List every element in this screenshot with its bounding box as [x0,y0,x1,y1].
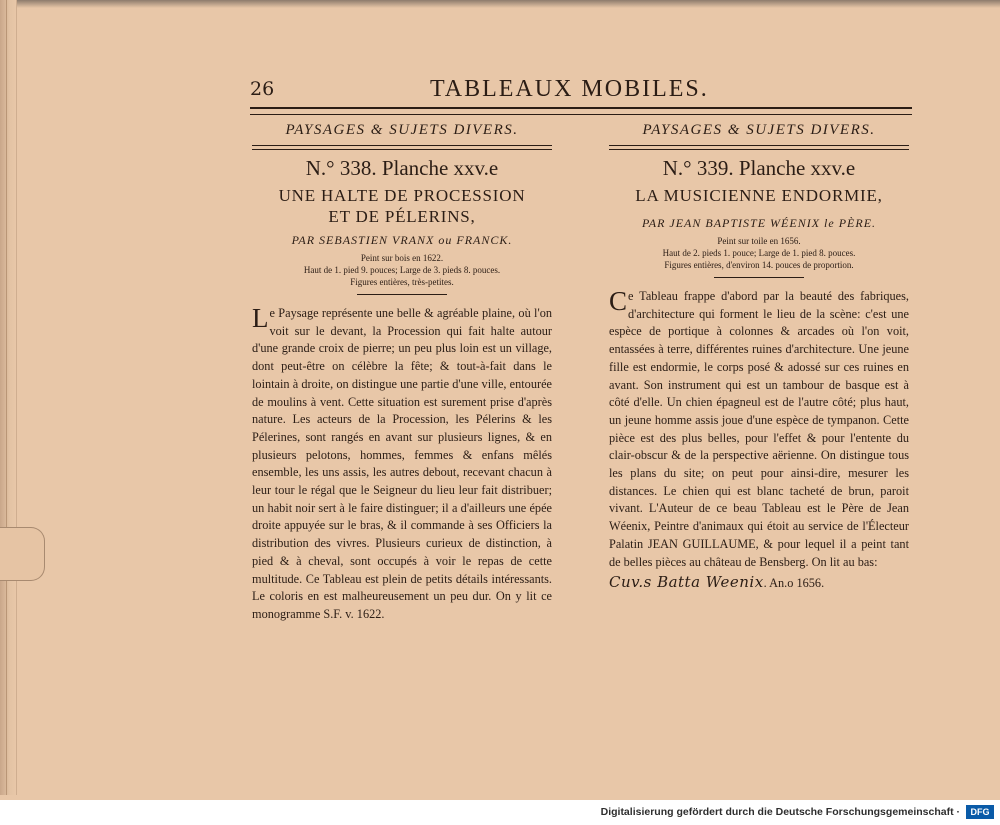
entry-body [252,305,552,624]
body-text: e Tableau frappe d'abord par la beauté des fabriques, d'architecture qui forment le lieu de la scène: c'est une espèce de portique à colonnes & arcades où l'on voit, entassées à terre, différentes ruines d'architecture. Une jeune fille est endormie, le corps posé & adossé sur ces ruines en avant. Son instrument qui est un tambour de basque est à côté d'elle. Un chien épagneul est de l'autre côté; plus haut, un jeune homme assis joue d'une espèce de tympanon. Cette pièce est des plus belles, pour l'effet & pour l'entente du clair-obscur & de la perspective aërienne. On distingue tous les plans du site; on peut pour ainsi-dire, mesurer les distances. Le chien qui est blanc tacheté de brun, paroit vivant. L'Auteur de ce beau Tableau est le Père de Jean Wéenix, Peintre d'animaux qui étoit au service de l'Électeur Palatin JEAN GUILLAUME, & pour lequel il a peint tant de belles pièces au château de Bensberg. On lit au bas: [609,289,909,569]
entry-339 [609,118,909,591]
signature-year: An.o 1656. [769,576,825,591]
meta-line: Figures entières, très-petites. [350,277,454,287]
section-rule [609,145,909,150]
meta-line: Peint sur toile en 1656. [717,236,801,246]
meta-line: Figures entières, d'environ 14. pouces de proportion. [664,260,854,270]
section-rule [252,145,552,150]
page-stack-edge [0,0,17,795]
entry-title [609,185,909,206]
monogram: S.F. v. 1622. [323,606,385,621]
dfg-logo: DFG [966,805,994,819]
entry-title-line: LA MUSICIENNE ENDORMIE, [635,186,883,205]
entry-number: N.° 338. Planche xxv.e [305,156,499,180]
entry-number: N.° 339. Planche xxv.e [662,156,856,180]
entry-meta [609,235,909,271]
entry-title-line: ET DE PÉLERINS, [328,207,476,226]
header-rule [250,107,912,115]
meta-line: Peint sur bois en 1622. [360,253,444,263]
drop-cap: L [252,303,269,333]
body-text: e Paysage représente une belle & agréable plaine, où l'on voit sur le devant, la Procession qui fait halte autour d'une grande croix de pierre; un peu plus loin est un village, dont peut-être on célèbre la fête; & tout-à-fait dans le lointain à droite, on distingue une partie d'une ville, entourée de moulins à vent. Cette situation est surement prise d'après nature. Les acteurs de la Procession, les Pélerins & les Pélerines, sont rangés en avant sur plusieurs lignes, & en plusieurs pelotons, hommes, femmes & enfans mêlés ensemble, les uns assis, les autres debout, recevant chacun à leur tour le régal que le Seigneur du lieu leur fait distribuer; un habit noir sert à le faire distinguer; il a d'ailleurs une épée droite appuyée sur le bras, & il commande à ses Officiers la distribution des vivres. Plusieurs curieux de distinction, à pied & à cheval, sont occupés à voir le repas de cette multitude. Ce Tableau est plein de petits détails intéressants. Le coloris en est malheureusement un peu dur. On y lit ce monogramme [252,306,552,621]
footer-bar [0,800,1000,825]
meta-line: Haut de 2. pieds 1. pouce; Large de 1. pied 8. pouces. [662,248,856,258]
page-title: TABLEAUX MOBILES. [430,76,709,102]
entry-author: PAR SEBASTIEN VRANX ou FRANCK. [291,233,513,247]
section-heading: PAYSAGES & SUJETS DIVERS. [642,122,876,138]
meta-line: Haut de 1. pied 9. pouces; Large de 3. pieds 8. pouces. [303,265,501,275]
section-heading: PAYSAGES & SUJETS DIVERS. [285,122,519,138]
entry-meta [252,252,552,288]
entry-title [252,185,552,227]
entry-author: PAR JEAN BAPTISTE WÉENIX le PÈRE. [641,216,877,230]
entry-rule [714,277,804,278]
handwritten-signature: Cuv.s Batta Weenix [609,573,764,592]
entry-title-line: UNE HALTE DE PROCESSION [278,186,526,205]
running-head [250,74,910,104]
entry-338 [252,118,552,624]
page-top-shadow [0,0,1000,8]
drop-cap: C [609,286,628,316]
signature-line: Cuv.s Batta Weenix. An.o 1656. [609,573,825,592]
entry-rule [357,294,447,295]
page-tab-marker [0,527,45,581]
funding-notice: Digitalisierung gefördert durch die Deutsche Forschungsgemeinschaft · [600,806,960,818]
page-number: 26 [250,78,275,100]
entry-body [609,288,909,571]
